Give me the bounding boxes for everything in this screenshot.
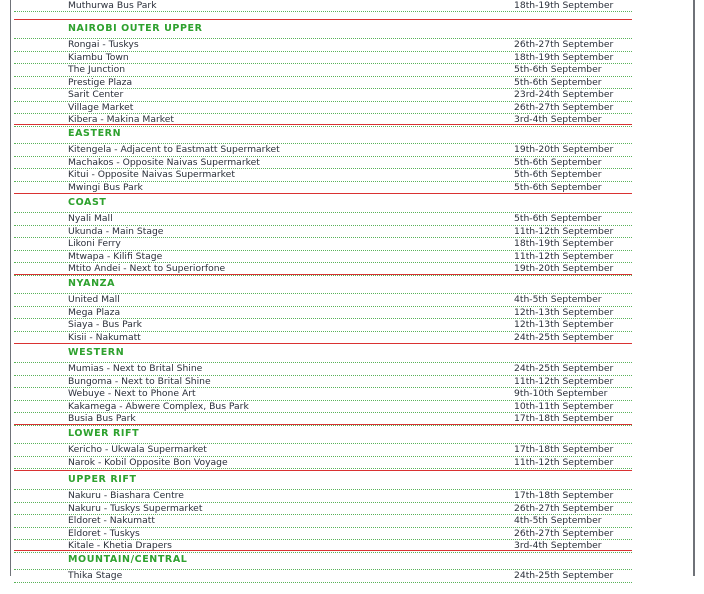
table-row	[14, 63, 632, 76]
date-cell: 24th-25th September	[514, 363, 614, 374]
date-cell: 5th-6th September	[514, 156, 602, 168]
location-cell: Busia Bus Park	[68, 413, 136, 424]
table-row	[14, 181, 632, 194]
top-row	[14, 0, 632, 12]
date-cell: 26th-27th September	[514, 101, 614, 113]
location-cell: Village Market	[68, 101, 134, 113]
date-cell: 3rd-4th September	[514, 114, 602, 125]
location-cell: Machakos - Opposite Naivas Supermarket	[68, 156, 260, 168]
location-cell: Nyali Mall	[68, 213, 113, 224]
location-cell: Kitui - Opposite Naivas Supermarket	[68, 169, 235, 180]
table-row	[14, 489, 632, 502]
location-cell: Eldoret - Tuskys	[68, 527, 140, 539]
table-row	[14, 514, 632, 527]
table-row	[14, 262, 632, 275]
region-title: EASTERN	[68, 128, 122, 139]
date-cell: 26th-27th September	[514, 527, 614, 539]
table-row	[14, 237, 632, 250]
date-cell: 23rd-24th September	[514, 89, 614, 100]
date-cell: 4th-5th September	[514, 294, 602, 305]
section-divider	[14, 582, 632, 594]
location-cell: Rongai - Tuskys	[68, 39, 139, 50]
date-cell: 19th-20th September	[514, 144, 614, 155]
date-cell: 18th-19th September	[514, 238, 614, 249]
location-cell: Kisii - Nakumatt	[68, 331, 141, 343]
table-row	[14, 412, 632, 425]
location-cell: Bungoma - Next to Brital Shine	[68, 375, 211, 387]
location-cell: United Mall	[68, 294, 120, 305]
location-cell: Nakuru - Biashara Centre	[68, 490, 184, 501]
table-row	[14, 318, 632, 331]
region-header	[14, 19, 632, 38]
location-cell: Kakamega - Abwere Complex, Bus Park	[68, 400, 249, 412]
date-cell: 26th-27th September	[514, 502, 614, 514]
region-header	[14, 193, 632, 212]
date-cell: 10th-11th September	[514, 400, 614, 412]
left-border-line	[10, 0, 11, 576]
region-title: COAST	[68, 197, 107, 208]
location-cell: Webuye - Next to Phone Art	[68, 388, 196, 399]
location-cell: Mwingi Bus Park	[68, 181, 143, 193]
region-title: NAIROBI OUTER UPPER	[68, 23, 203, 34]
location-cell: Mega Plaza	[68, 306, 121, 318]
region-header	[14, 470, 632, 489]
date-cell: 11th-12th September	[514, 375, 614, 387]
date-cell: 5th-6th September	[514, 76, 602, 88]
table-row	[14, 101, 632, 114]
location-cell: Mumias - Next to Brital Shine	[68, 363, 203, 374]
table-row	[14, 331, 632, 344]
top-row-location: Muthurwa Bus Park	[68, 0, 157, 11]
date-cell: 11th-12th September	[514, 456, 614, 468]
table-row	[14, 38, 632, 51]
date-cell: 18th-19th September	[514, 51, 614, 63]
location-cell: Kibera - Makina Market	[68, 114, 175, 125]
top-row-date: 18th-19th September	[514, 0, 614, 11]
location-cell: The Junction	[68, 64, 126, 75]
location-cell: Likoni Ferry	[68, 238, 121, 249]
table-row	[14, 569, 632, 582]
location-cell: Thika Stage	[68, 570, 123, 581]
date-cell: 5th-6th September	[514, 181, 602, 193]
location-cell: Kericho - Ukwala Supermarket	[68, 444, 207, 455]
region-header	[14, 124, 632, 143]
region-section	[14, 550, 632, 594]
location-cell: Prestige Plaza	[68, 76, 133, 88]
table-row	[14, 400, 632, 413]
date-cell: 4th-5th September	[514, 515, 602, 526]
date-cell: 17th-18th September	[514, 413, 614, 424]
table-row	[14, 456, 632, 469]
region-title: LOWER RIFT	[68, 428, 140, 439]
location-cell: Kitengela - Adjacent to Eastmatt Supermarket	[68, 144, 280, 155]
table-row	[14, 293, 632, 306]
region-header	[14, 274, 632, 293]
region-title: NYANZA	[68, 278, 116, 289]
location-cell: Sarit Center	[68, 89, 124, 100]
region-title: MOUNTAIN/CENTRAL	[68, 554, 188, 565]
location-cell: Mtito Andei - Next to Superiorfone	[68, 263, 226, 274]
table-row	[14, 443, 632, 456]
table-row	[14, 306, 632, 319]
date-cell: 5th-6th September	[514, 64, 602, 75]
date-cell: 5th-6th September	[514, 213, 602, 224]
region-header	[14, 424, 632, 443]
date-cell: 19th-20th September	[514, 263, 614, 274]
table-row	[14, 143, 632, 156]
region-section	[14, 343, 632, 437]
table-row	[14, 212, 632, 225]
location-cell: Nakuru - Tuskys Supermarket	[68, 502, 203, 514]
region-header	[14, 550, 632, 569]
location-cell: Siaya - Bus Park	[68, 319, 142, 330]
date-cell: 12th-13th September	[514, 319, 614, 330]
date-cell: 17th-18th September	[514, 490, 614, 501]
table-row	[14, 76, 632, 89]
region-title: UPPER RIFT	[68, 474, 137, 485]
table-row	[14, 527, 632, 540]
table-row	[14, 387, 632, 400]
date-cell: 26th-27th September	[514, 39, 614, 50]
region-section	[14, 193, 632, 287]
date-cell: 11th-12th September	[514, 250, 614, 262]
right-border-line	[693, 0, 695, 576]
date-cell: 12th-13th September	[514, 306, 614, 318]
table-row	[14, 156, 632, 169]
table-row	[14, 168, 632, 181]
date-cell: 24th-25th September	[514, 331, 614, 343]
location-cell: Mtwapa - Kilifi Stage	[68, 250, 163, 262]
location-cell: Eldoret - Nakumatt	[68, 515, 155, 526]
table-row	[14, 225, 632, 238]
region-header	[14, 343, 632, 362]
location-cell: Ukunda - Main Stage	[68, 225, 164, 237]
date-cell: 11th-12th September	[514, 225, 614, 237]
location-cell: Kitale - Khetia Drapers	[68, 540, 172, 551]
date-cell: 24th-25th September	[514, 570, 614, 581]
table-row	[14, 375, 632, 388]
top-row-divider	[14, 11, 632, 12]
table-row	[14, 362, 632, 375]
date-cell: 17th-18th September	[514, 444, 614, 455]
date-cell: 3rd-4th September	[514, 540, 602, 551]
region-title: WESTERN	[68, 347, 125, 358]
table-row	[14, 250, 632, 263]
location-cell: Narok - Kobil Opposite Bon Voyage	[68, 456, 228, 468]
table-row	[14, 502, 632, 515]
region-section	[14, 19, 632, 138]
table-row	[14, 88, 632, 101]
date-cell: 5th-6th September	[514, 169, 602, 180]
table-row	[14, 51, 632, 64]
date-cell: 9th-10th September	[514, 388, 608, 399]
location-cell: Kiambu Town	[68, 51, 129, 63]
